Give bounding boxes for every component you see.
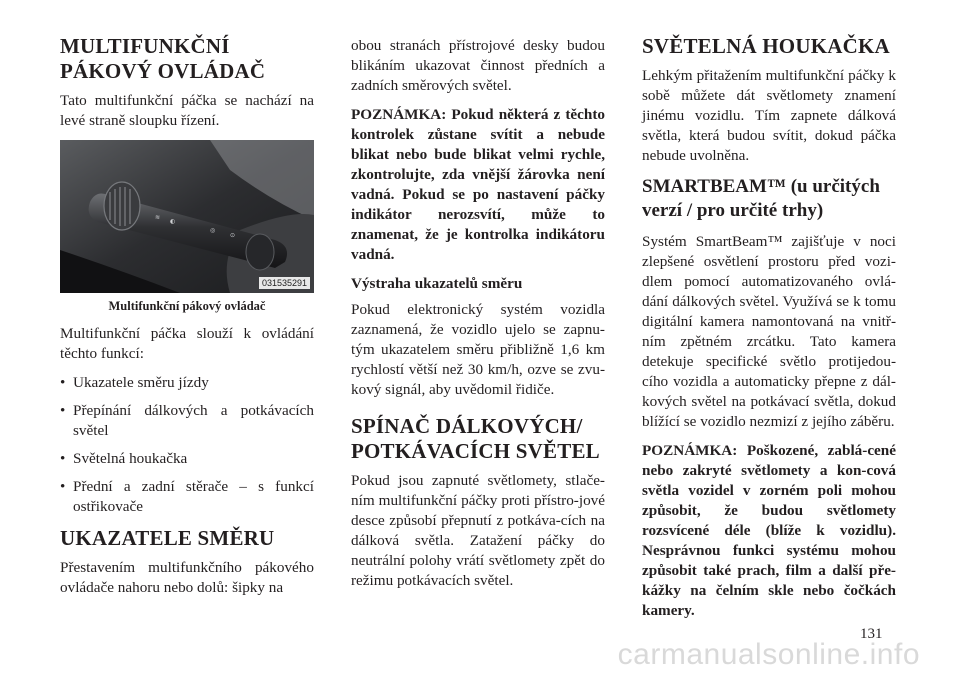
note-smartbeam: POZNÁMKA: Poškozené, zablá-cené nebo zakryté světlomety a kon-cová světla vozidel v zorném poli mohou způsobit, že budou světlomety rozsvícené déle (blíže k vozidlu). Nesprávnou funkci systému mohou způsobit také prach, film a další pře-kážky na čelním skle nebo čočkách kamery. (642, 442, 896, 619)
heading-flash-to-pass: SVĚTELNÁ HOUKAČKA (642, 34, 890, 58)
heading-turn-signals: UKAZATELE SMĚRU (60, 526, 275, 550)
column-left (60, 34, 314, 607)
list-item: • Přední a zadní stěrače – s funkcí ostřikovače (60, 478, 314, 515)
svg-text:≋: ≋ (155, 214, 161, 221)
turn-text: Přestavením multifunkčního pákového ovládače nahoru nebo dolů: šipky na (60, 559, 314, 596)
column-right (642, 34, 896, 630)
watermark: carmanualsonline.info (617, 638, 920, 671)
figure-caption: Multifunkční pákový ovládač (108, 299, 266, 313)
list-item: • Světelná houkačka (60, 450, 188, 467)
list-item: • Přepínání dálkových a potkávacích světel (60, 402, 314, 439)
functions-list (60, 373, 314, 517)
note-turn-signals: POZNÁMKA: Pokud některá z těchto kontrolek zůstane svítit a nebude blikat nebo bude blikat velmi rychle, zkontrolujte, zda vnější žárovka není vadná. Pokud se po nastavení páčky indikátor nerozsvítí, může to znamenat, že je kontrolka indikátoru vadná. (351, 106, 605, 263)
svg-text:◐: ◐ (170, 218, 176, 225)
heading-smartbeam: SMARTBEAM™ (u určitých verzí / pro určité trhy) (642, 176, 880, 221)
svg-text:⊙: ⊙ (230, 232, 236, 239)
heading-multifunction-lever: MULTIFUNKČNÍ PÁKOVÝ OVLÁDAČ (60, 34, 266, 83)
lever-illustration (60, 140, 314, 293)
lever-photo (60, 140, 314, 293)
functions-intro: Multifunkční páčka slouží k ovládání těchto funkcí: (60, 325, 314, 362)
turn-text-continued: obou stranách přístrojové desky budou blikáním ukazovat činnost předních a zadních směrových světel. (351, 37, 605, 94)
flash-text: Lehkým přitažením multifunkční páčky k sobě můžete dát světlomety znamení jinému vozidlu. Tím zapnete dálková světla, která budou svítit, dokud páčka nebude uvolněna. (642, 67, 896, 164)
page-number: 131 (860, 626, 883, 642)
warning-text: Pokud elektronický systém vozidla zaznamená, že vozidlo ujelo se zapnu-tým ukazatelem směru přibližně 1,6 km rychlostí větší než 30 km/h, ozve se zvu-kový signál, aby uvědomil řidiče. (351, 301, 605, 398)
heading-beam-switch: SPÍNAČ DÁLKOVÝCH/ POTKÁVACÍCH SVĚTEL (351, 414, 600, 463)
intro-text: Tato multifunkční páčka se nachází na levé straně sloupku řízení. (60, 92, 314, 129)
figure-code: 031535291 (259, 277, 310, 289)
column-middle (351, 36, 605, 600)
smartbeam-text: Systém SmartBeam™ zajišťuje v noci zlepšené osvětlení prostoru před vozi-dlem pomocí automatizovaného ovlá-dání dálkových světel. Využívá se k tomu digitální kamera namontovaná na vnitř-ním zpětném zrcátku. Tato kamera detekuje specifické světlo protijedou-cího vozidla a automaticky přepne z dál-kových světel na potkávací světla, dokud blížící se vozidlo nezmizí z jejího záběru. (642, 233, 896, 430)
svg-text:◎: ◎ (210, 227, 216, 234)
switch-text: Pokud jsou zapnuté světlomety, stlače-ním multifunkční páčky proti přístro-jové desce způsobí přepnutí z potkáva-cích na dálková světla. Zatažení páčky do neutrální polohy vrátí světlomety zpět do režimu potkávacích světel. (351, 472, 605, 589)
list-item: • Ukazatele směru jízdy (60, 374, 209, 391)
subheading-turn-warning: Výstraha ukazatelů směru (351, 275, 523, 292)
